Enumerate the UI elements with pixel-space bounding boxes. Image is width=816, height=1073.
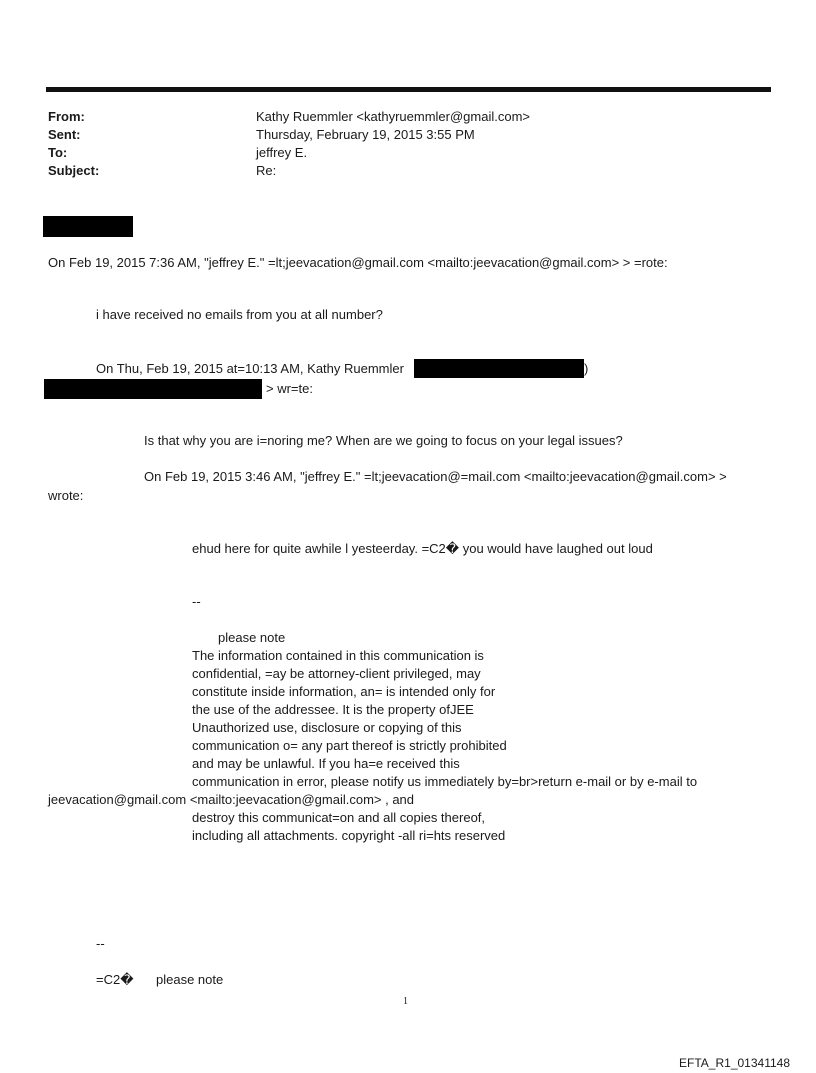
signature-separator: --	[96, 936, 105, 951]
disclaimer-line: The information contained in this communication is	[192, 648, 484, 663]
disclaimer-line: destroy this communicat=on and all copies thereof,	[192, 810, 486, 825]
from-value: Kathy Ruemmler <kathyruemmler@gmail.com>	[256, 109, 531, 124]
to-label: To:	[48, 145, 68, 160]
disclaimer-line: including all attachments. copyright -all ri=hts reserved	[192, 828, 506, 843]
subject-value: Re:	[256, 163, 277, 178]
header-rule	[46, 87, 771, 92]
quote-header-2: On Thu, Feb 19, 2015 at=10:13 AM, Kathy Ruemmler	[96, 361, 404, 376]
sent-label: Sent:	[48, 127, 81, 142]
sent-value: Thursday, February 19, 2015 3:55 PM	[256, 127, 475, 142]
document-id: EFTA_R1_01341148	[679, 1056, 790, 1070]
subject-label: Subject:	[48, 163, 100, 178]
from-label: From:	[48, 109, 85, 124]
signature-separator: --	[192, 594, 201, 609]
quote-header-1: On Feb 19, 2015 7:36 AM, "jeffrey E." =lt;jeevacation@gmail.com <mailto:jeevacation@gmail.com> > =rote:	[48, 255, 668, 270]
to-value: jeffrey E.	[256, 145, 308, 160]
disclaimer-line: please note	[218, 630, 286, 645]
quote-header-3-cont: wrote:	[48, 488, 84, 503]
disclaimer-line: confidential, =ay be attorney-client privileged, may	[192, 666, 481, 681]
disclaimer-line: the use of the addressee. It is the property ofJEE	[192, 702, 474, 717]
page-number: 1	[403, 996, 408, 1007]
disclaimer-line: constitute inside information, an= is intended only for	[192, 684, 496, 699]
redaction-box	[414, 359, 584, 378]
disclaimer-line: Unauthorized use, disclosure or copying of this	[192, 720, 462, 735]
quote-text-4: please note	[156, 972, 224, 987]
quote-header-2-end: )	[584, 361, 589, 376]
disclaimer-line: and may be unlawful. If you ha=e received this	[192, 756, 460, 771]
redaction-box	[44, 379, 262, 399]
quote-header-3: On Feb 19, 2015 3:46 AM, "jeffrey E." =lt;jeevacation@=mail.com <mailto:jeevacation@gmail.com> >	[144, 469, 727, 484]
quote-text-2: Is that why you are i=noring me? When are we going to focus on your legal issues?	[144, 433, 623, 448]
disclaimer-line: communication in error, please notify us immediately by=br>return e-mail or by e-mail to	[192, 774, 698, 789]
disclaimer-line: communication o= any part thereof is strictly prohibited	[192, 738, 507, 753]
encoded-char: =C2�	[96, 972, 134, 987]
disclaimer-line: jeevacation@gmail.com <mailto:jeevacation@gmail.com> , and	[48, 792, 415, 807]
quote-header-2-cont: > wr=te:	[266, 381, 313, 396]
redaction-box	[43, 216, 133, 237]
quote-text-1: i have received no emails from you at all number?	[96, 307, 383, 322]
quote-text-3: ehud here for quite awhile l yesteerday. =C2� you would have laughed out loud	[192, 541, 653, 556]
